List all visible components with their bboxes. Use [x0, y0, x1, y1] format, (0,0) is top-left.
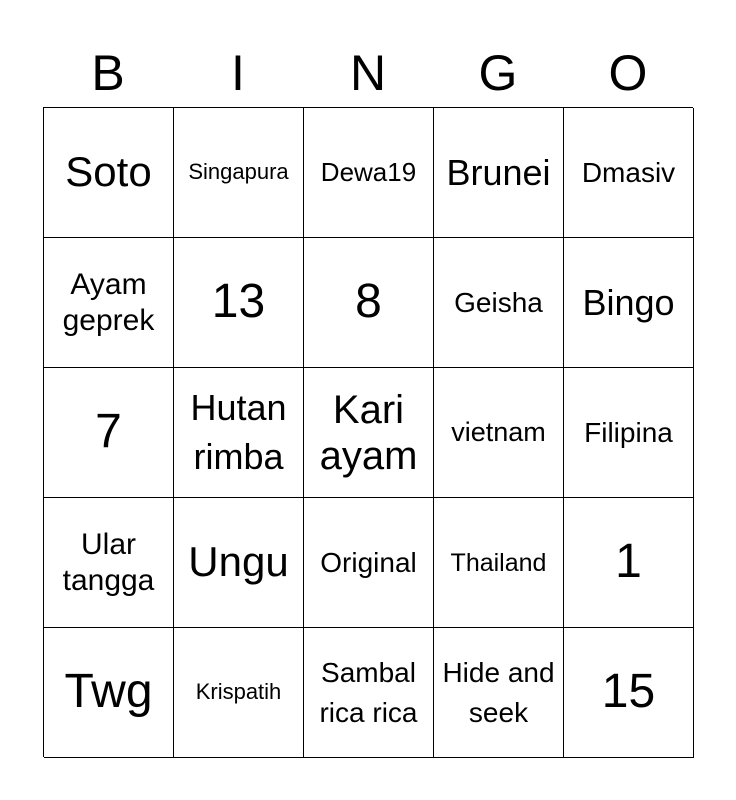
bingo-cell[interactable]: 1	[564, 498, 694, 628]
bingo-cell[interactable]: Dewa19	[304, 108, 434, 238]
header-letter-o: O	[608, 45, 648, 101]
bingo-cell[interactable]: Brunei	[434, 108, 564, 238]
header-letter-g: G	[478, 45, 518, 101]
bingo-cell[interactable]: Ungu	[174, 498, 304, 628]
bingo-cell[interactable]: Dmasiv	[564, 108, 694, 238]
bingo-cell[interactable]: 13	[174, 238, 304, 368]
bingo-cell[interactable]: Original	[304, 498, 434, 628]
bingo-cell[interactable]: Ayam geprek	[44, 238, 174, 368]
bingo-card	[43, 107, 693, 757]
bingo-cell[interactable]: vietnam	[434, 368, 564, 498]
bingo-cell[interactable]: Hutan rimba	[174, 368, 304, 498]
bingo-cell[interactable]: Twg	[44, 628, 174, 758]
bingo-cell[interactable]: 8	[304, 238, 434, 368]
bingo-header	[43, 38, 693, 108]
bingo-cell[interactable]: Hide and seek	[434, 628, 564, 758]
bingo-cell[interactable]: Ular tangga	[44, 498, 174, 628]
bingo-cell[interactable]: Bingo	[564, 238, 694, 368]
bingo-cell[interactable]: Sambal rica rica	[304, 628, 434, 758]
header-letter-n: N	[349, 45, 387, 101]
header-letter-i: I	[231, 45, 245, 101]
bingo-cell[interactable]: 7	[44, 368, 174, 498]
bingo-cell[interactable]: 15	[564, 628, 694, 758]
header-letter-b: B	[91, 45, 125, 101]
bingo-cell[interactable]: Singapura	[174, 108, 304, 238]
bingo-cell[interactable]: Thailand	[434, 498, 564, 628]
bingo-cell[interactable]: Krispatih	[174, 628, 304, 758]
bingo-cell[interactable]: Filipina	[564, 368, 694, 498]
bingo-cell[interactable]: Soto	[44, 108, 174, 238]
bingo-cell[interactable]: Geisha	[434, 238, 564, 368]
bingo-cell[interactable]: Kari ayam	[304, 368, 434, 498]
